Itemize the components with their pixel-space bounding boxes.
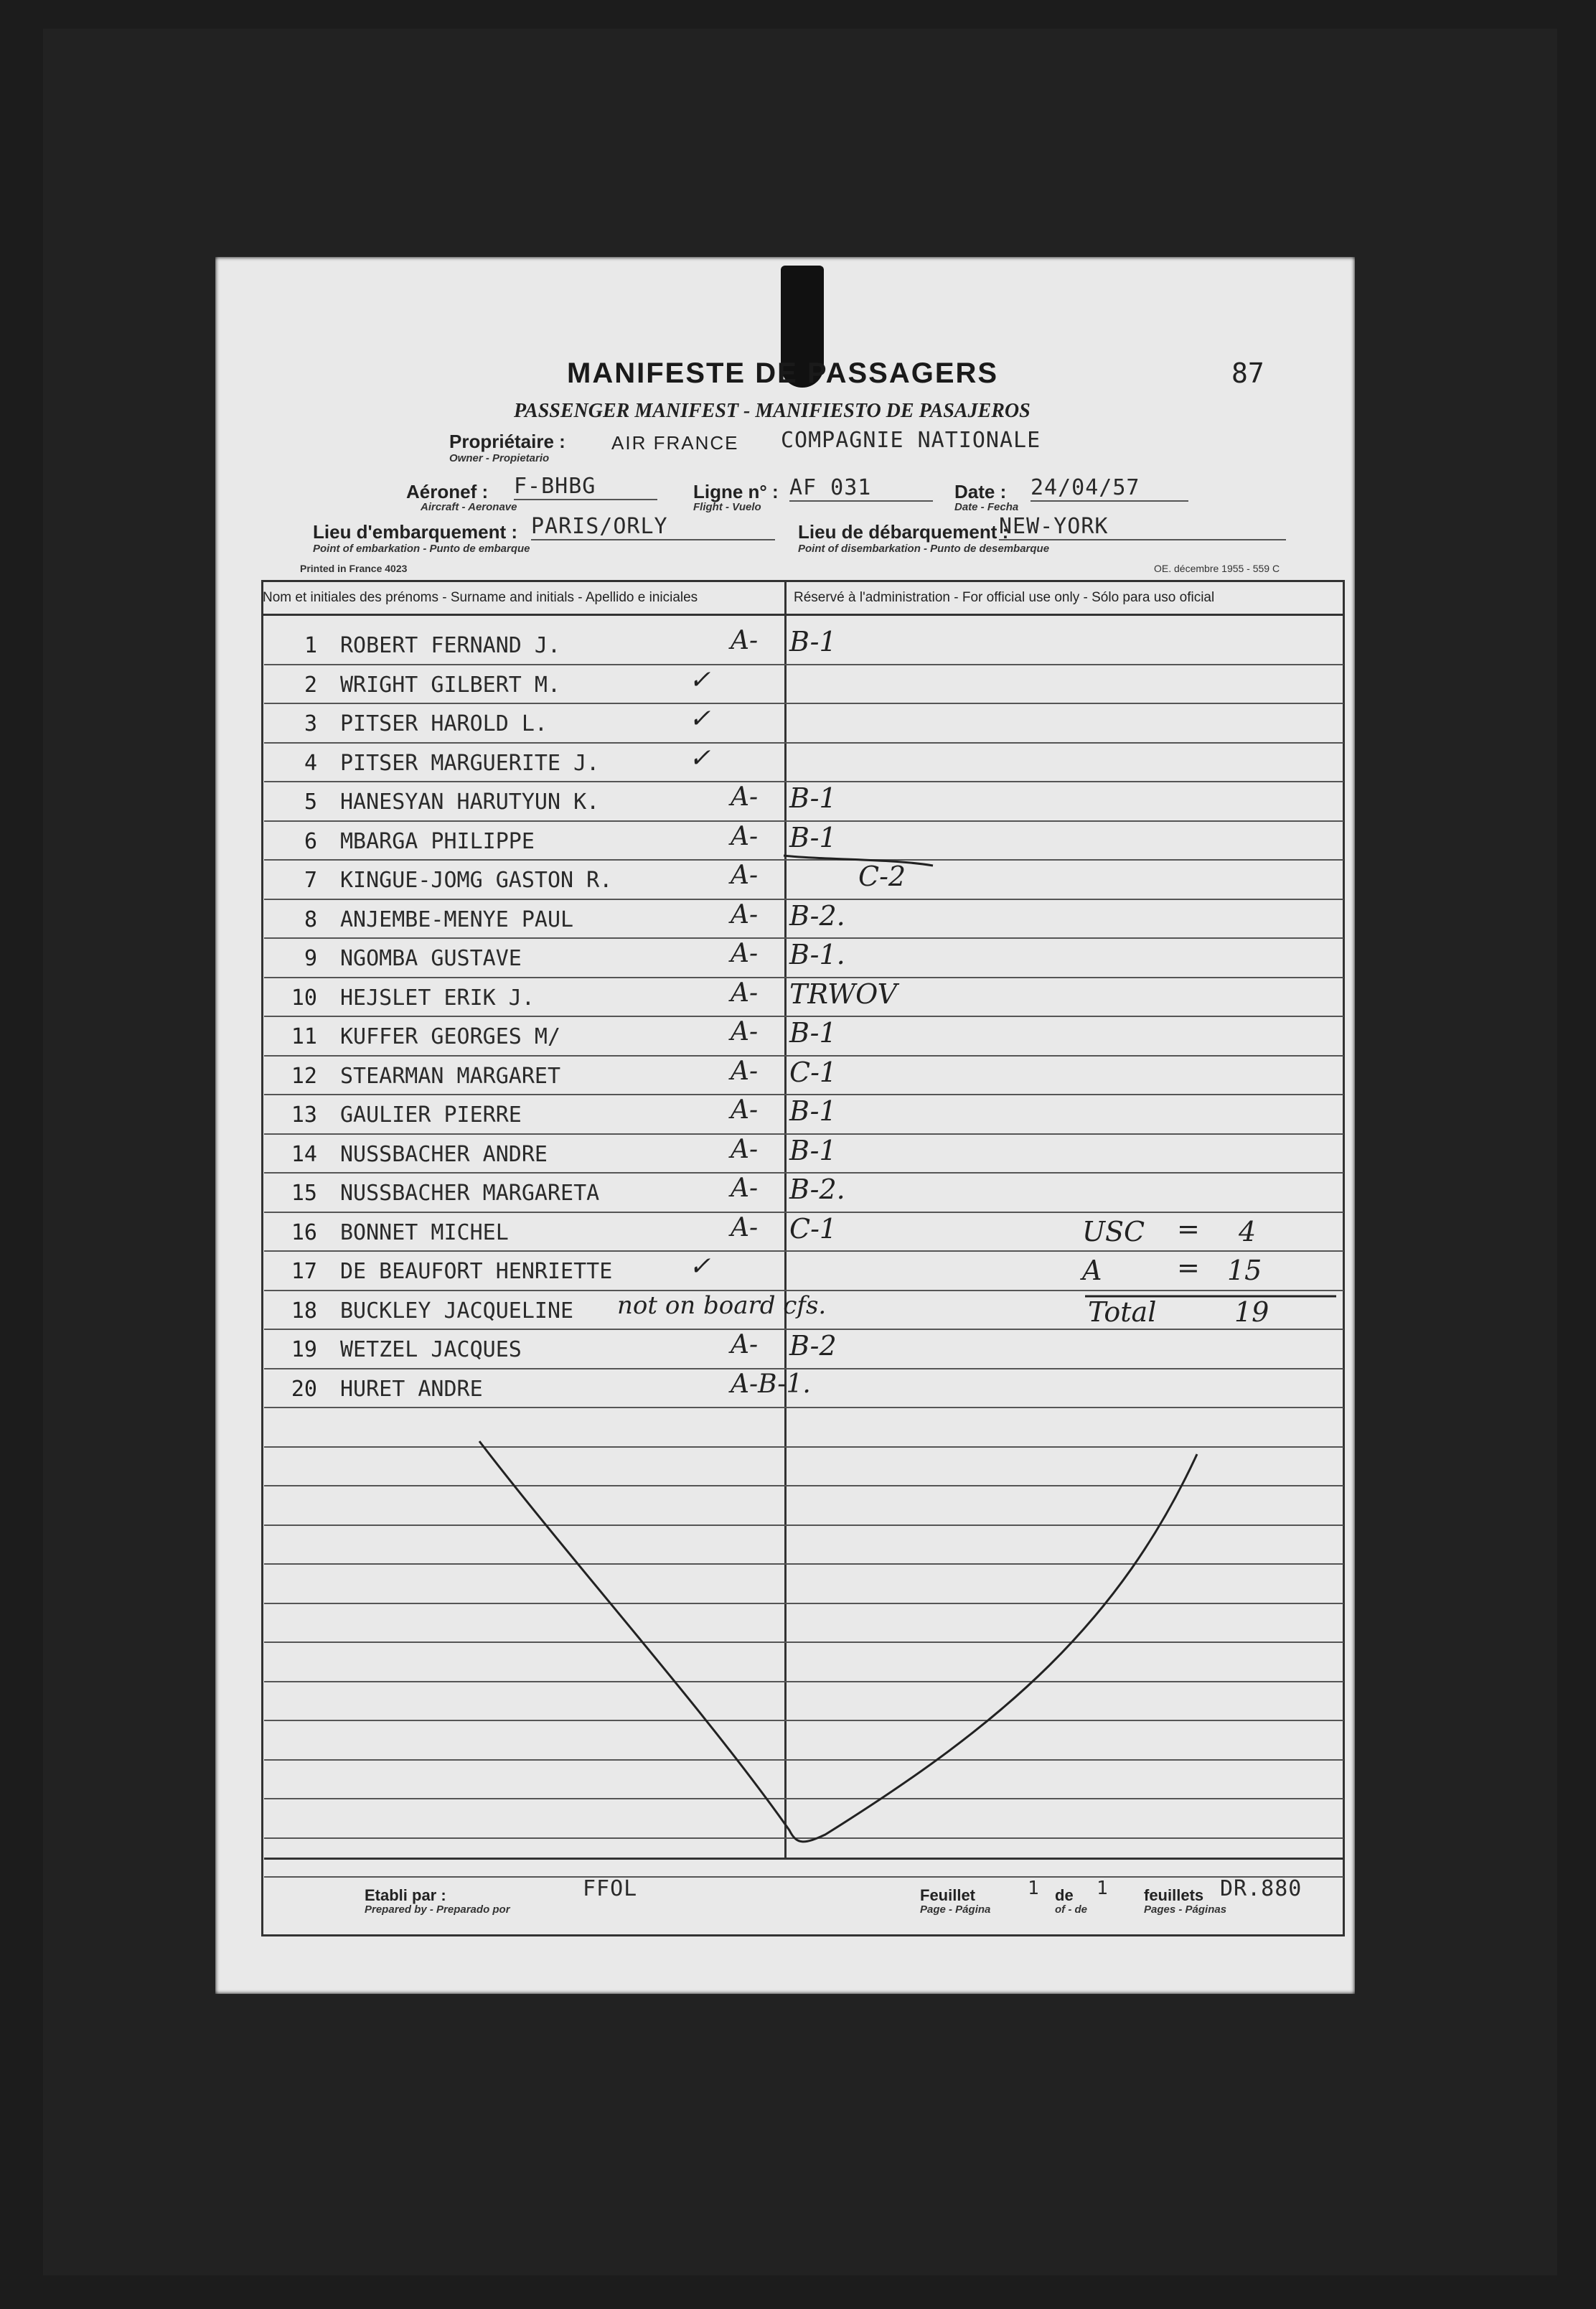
- tally-usc-label: USC: [1082, 1216, 1145, 1247]
- passenger-name: BUCKLEY JACQUELINE: [340, 1298, 574, 1324]
- owner-typed: COMPAGNIE NATIONALE: [781, 428, 1041, 453]
- prepared-by-label: Etabli par :: [365, 1886, 446, 1904]
- visa-class: B-1.: [789, 939, 845, 970]
- passenger-name: ANJEMBE-MENYE PAUL: [340, 907, 574, 932]
- processing-mark: A-: [731, 1056, 759, 1086]
- passenger-name: NUSSBACHER MARGARETA: [340, 1181, 600, 1206]
- visa-class: TRWOV: [789, 978, 898, 1010]
- passenger-name: KUFFER GEORGES M/: [340, 1024, 561, 1049]
- embarkation-value: PARIS/ORLY: [531, 514, 775, 540]
- processing-mark: A-B-1.: [731, 1369, 811, 1399]
- passenger-name: PITSER MARGUERITE J.: [340, 750, 600, 776]
- flight-sublabel: Flight - Vuelo: [693, 501, 761, 513]
- sheet-of-sublabel: of - de: [1055, 1903, 1087, 1916]
- embarkation-sublabel: Point of embarkation - Punto de embarque: [313, 543, 530, 555]
- tally-total-value: 19: [1234, 1296, 1269, 1328]
- visa-class: C-1: [789, 1212, 837, 1245]
- owner-sublabel: Owner - Propietario: [449, 452, 550, 464]
- prepared-by-value: FFOL: [583, 1876, 638, 1901]
- tally-a-equals: =: [1177, 1252, 1200, 1283]
- row-number: 18: [291, 1298, 317, 1324]
- tally-total-label: Total: [1088, 1296, 1157, 1328]
- processing-mark: A-: [731, 1095, 759, 1125]
- processing-mark: A-: [731, 939, 759, 968]
- row-number: 6: [304, 828, 317, 854]
- aircraft-value: F-BHBG: [514, 474, 657, 500]
- passenger-name: HANESYAN HARUTYUN K.: [340, 790, 600, 815]
- sheet-total: 1: [1097, 1878, 1109, 1899]
- passenger-name: WRIGHT GILBERT M.: [340, 672, 561, 698]
- row-number: 4: [304, 750, 317, 776]
- processing-mark: A-: [731, 1017, 759, 1046]
- row-number: 13: [291, 1102, 317, 1128]
- processing-mark: ✓: [689, 665, 711, 695]
- processing-mark: ✓: [689, 1252, 711, 1281]
- row-number: 7: [304, 868, 317, 893]
- visa-class: B-1: [789, 626, 837, 657]
- header-left: Nom et initiales des prénoms - Surname and initials - Apellido e iniciales: [263, 590, 698, 605]
- row-number: 14: [291, 1141, 317, 1167]
- processing-mark: A-: [731, 782, 759, 812]
- processing-mark: A-: [731, 821, 759, 851]
- embarkation-label: Lieu d'embarquement :: [313, 521, 517, 543]
- row-number: 11: [291, 1024, 317, 1049]
- flight-label: Ligne n° :: [693, 481, 779, 502]
- row-number: 16: [291, 1219, 317, 1245]
- visa-class: B-1: [789, 782, 837, 814]
- row-number: 10: [291, 985, 317, 1011]
- owner-label: Propriétaire :: [449, 431, 565, 452]
- prepared-by-sublabel: Prepared by - Preparado por: [365, 1903, 510, 1916]
- visa-class: C-1: [789, 1056, 837, 1088]
- processing-mark: not on board cfs.: [617, 1291, 827, 1320]
- sheet-total-sublabel: Pages - Páginas: [1144, 1903, 1227, 1916]
- passenger-name: NUSSBACHER ANDRE: [340, 1141, 548, 1167]
- passenger-name: HURET ANDRE: [340, 1376, 483, 1402]
- manifest-subtitle: PASSENGER MANIFEST - MANIFIESTO DE PASAJEROS: [514, 400, 1031, 422]
- row-number: 1: [304, 633, 317, 658]
- processing-mark: ✓: [689, 704, 711, 734]
- printed-in: Printed in France 4023: [300, 563, 408, 574]
- processing-mark: ✓: [689, 743, 711, 773]
- disembarkation-value: NEW-YORK: [999, 514, 1286, 540]
- processing-mark: A-: [731, 978, 759, 1008]
- visa-class: B-2.: [789, 1174, 845, 1205]
- sheet-sublabel: Page - Página: [920, 1903, 991, 1916]
- page-number: 87: [1231, 357, 1264, 389]
- form-reference: DR.880: [1220, 1876, 1302, 1901]
- row-number: 12: [291, 1063, 317, 1089]
- visa-class: B-1: [789, 1017, 837, 1049]
- row-number: 20: [291, 1376, 317, 1402]
- form-code: OE. décembre 1955 - 559 C: [1154, 563, 1280, 574]
- aircraft-label: Aéronef :: [406, 481, 489, 502]
- cancel-stroke: [479, 1441, 1197, 1842]
- flight-value: AF 031: [789, 475, 933, 502]
- row-number: 2: [304, 672, 317, 698]
- row-number: 5: [304, 790, 317, 815]
- processing-mark: A-: [731, 1174, 759, 1203]
- date-label: Date :: [954, 481, 1007, 502]
- passenger-name: GAULIER PIERRE: [340, 1102, 522, 1128]
- visa-class: B-1: [789, 1095, 837, 1127]
- sheet-of-label: de: [1055, 1886, 1074, 1904]
- tally-a-label: A: [1082, 1255, 1102, 1286]
- row-number: 8: [304, 907, 317, 932]
- manifest-title: MANIFESTE DE PASSAGERS: [567, 357, 999, 389]
- processing-mark: A-: [731, 1134, 759, 1164]
- tally-a-value: 15: [1227, 1255, 1262, 1286]
- tally-usc-value: 4: [1239, 1216, 1257, 1247]
- sheet-label: Feuillet: [920, 1886, 976, 1904]
- passenger-name: ROBERT FERNAND J.: [340, 633, 561, 658]
- row-number: 9: [304, 946, 317, 971]
- passenger-name: HEJSLET ERIK J.: [340, 985, 535, 1011]
- tally-usc-equals: =: [1177, 1213, 1200, 1245]
- passenger-name: WETZEL JACQUES: [340, 1337, 522, 1362]
- strike-line: [784, 856, 933, 866]
- visa-class: C-2: [858, 861, 906, 892]
- row-number: 19: [291, 1337, 317, 1362]
- passenger-name: DE BEAUFORT HENRIETTE: [340, 1259, 613, 1284]
- passenger-name: NGOMBA GUSTAVE: [340, 946, 522, 971]
- disembarkation-label: Lieu de débarquement :: [798, 521, 1009, 543]
- processing-mark: A-: [731, 861, 759, 890]
- row-number: 17: [291, 1259, 317, 1284]
- passenger-name: STEARMAN MARGARET: [340, 1063, 561, 1089]
- date-value: 24/04/57: [1031, 475, 1188, 502]
- aircraft-sublabel: Aircraft - Aeronave: [421, 501, 517, 513]
- visa-class: B-2: [789, 1330, 837, 1362]
- processing-mark: A-: [731, 626, 759, 655]
- row-number: 15: [291, 1181, 317, 1206]
- passenger-name: KINGUE-JOMG GASTON R.: [340, 868, 613, 893]
- sheet-total-label: feuillets: [1144, 1886, 1204, 1904]
- visa-class: B-2.: [789, 899, 845, 932]
- passenger-name: BONNET MICHEL: [340, 1219, 509, 1245]
- processing-mark: A-: [731, 1212, 759, 1242]
- visa-class: B-1: [789, 1134, 837, 1166]
- header-right: Réservé à l'administration - For official use only - Sólo para uso oficial: [794, 590, 1215, 605]
- row-number: 3: [304, 711, 317, 736]
- owner-printed: AIR FRANCE: [611, 432, 739, 454]
- processing-mark: A-: [731, 1330, 759, 1359]
- date-sublabel: Date - Fecha: [954, 501, 1019, 513]
- processing-mark: A-: [731, 899, 759, 929]
- sheet-number: 1: [1028, 1878, 1040, 1899]
- disembarkation-sublabel: Point of disembarkation - Punto de desembarque: [798, 543, 1050, 555]
- passenger-name: MBARGA PHILIPPE: [340, 828, 535, 854]
- visa-class: B-1: [789, 821, 837, 853]
- passenger-name: PITSER HAROLD L.: [340, 711, 548, 736]
